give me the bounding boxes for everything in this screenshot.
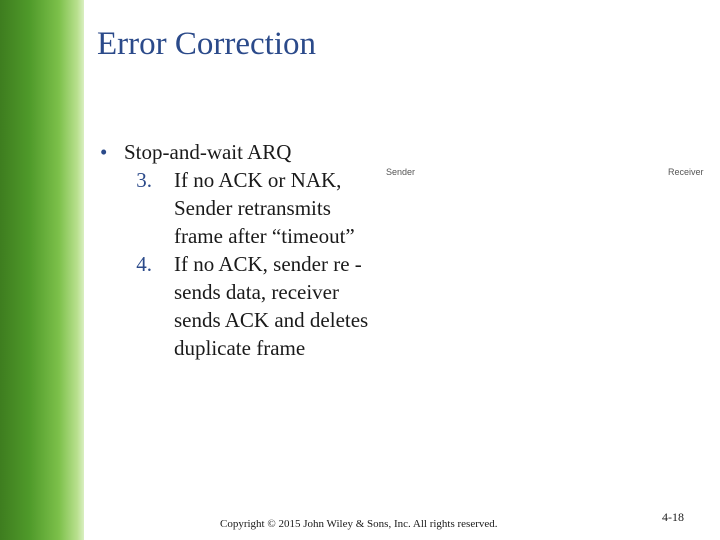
step-text: If no ACK, sender re -sends data, receiver sends ACK and deletes duplicate frame (174, 252, 369, 360)
step-number: 3. (136, 168, 152, 192)
slide-content (100, 138, 390, 362)
diagram-receiver-label: Receiver (668, 167, 704, 177)
step-number: 4. (136, 252, 152, 276)
bullet-item (100, 138, 390, 166)
diagram-sender-label: Sender (386, 167, 416, 177)
bullet-marker: • (100, 140, 108, 164)
page-number: 4-18 (662, 510, 684, 524)
step-text: If no ACK or NAK, Sender retransmits frame after “timeout” (174, 168, 355, 248)
bullet-text: Stop-and-wait ARQ (124, 140, 292, 164)
step-item (100, 166, 390, 250)
copyright-footer: Copyright © 2015 John Wiley & Sons, Inc. All rights reserved. (220, 518, 498, 530)
step-list (100, 166, 390, 362)
slide-title: Error Correction (97, 26, 316, 62)
step-item (100, 250, 390, 362)
sidebar-gradient (0, 0, 84, 540)
